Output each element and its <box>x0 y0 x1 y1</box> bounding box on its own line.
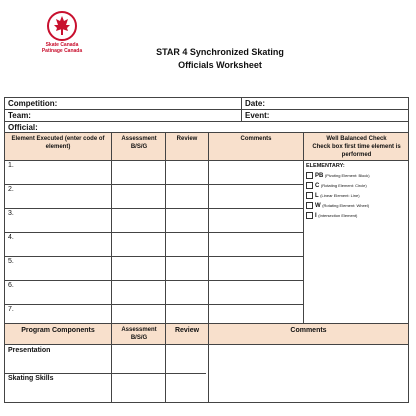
col-review-header: Review <box>176 136 198 142</box>
wb-item-c[interactable] <box>306 181 370 191</box>
wb-heading: ELEMENTARY: <box>306 163 345 169</box>
title-line-2: Officials Worksheet <box>178 60 262 70</box>
wb-desc: (Pivoting Element: Block) <box>324 173 370 178</box>
wb-checklist <box>306 161 370 221</box>
maple-leaf-icon <box>45 10 79 42</box>
element-row-2: 2. <box>8 186 14 193</box>
col-wb-header <box>305 135 408 159</box>
col-element-header: Element Executed (enter code of element) <box>11 136 105 150</box>
col-comments-header: Comments <box>240 136 272 142</box>
component-row-skating-skills: Skating Skills <box>8 375 54 382</box>
official-label: Official: <box>8 123 38 132</box>
checkbox-icon[interactable] <box>306 172 313 179</box>
wb-desc: (Rotating Element: Wheel) <box>322 203 370 208</box>
element-row-1: 1. <box>8 162 14 169</box>
logo-text-1: Skate Canada <box>45 42 79 48</box>
wb-item-w[interactable] <box>306 201 370 211</box>
element-row-6: 6. <box>8 282 14 289</box>
wb-desc: (Linear Element: Line) <box>320 193 360 198</box>
checkbox-icon[interactable] <box>306 212 313 219</box>
wb-desc: (Intersection Element) <box>318 213 358 218</box>
element-row-3: 3. <box>8 210 14 217</box>
date-label: Date: <box>245 99 266 108</box>
wb-header-line2: Check box first time element is performed <box>312 144 401 158</box>
wb-code: PB <box>315 173 324 179</box>
wb-header-line1: Well Balanced Check <box>326 136 387 142</box>
col-program-header: Program Components <box>21 327 95 334</box>
wb-code: C <box>315 183 320 189</box>
pc-comments-header: Comments <box>290 327 327 334</box>
pc-review-header: Review <box>174 327 200 334</box>
skate-canada-logo <box>26 10 98 54</box>
page-title <box>120 46 320 72</box>
checkbox-icon[interactable] <box>306 182 313 189</box>
pc-assessment-header: Assessment B/S/G <box>121 327 157 341</box>
checkbox-icon[interactable] <box>306 192 313 199</box>
component-row-presentation: Presentation <box>8 347 51 354</box>
title-line-1: STAR 4 Synchronized Skating <box>156 47 284 57</box>
element-row-4: 4. <box>8 234 14 241</box>
wb-code: L <box>315 193 319 199</box>
element-row-5: 5. <box>8 258 14 265</box>
worksheet-table <box>4 97 409 403</box>
team-label: Team: <box>8 111 31 120</box>
wb-item-l[interactable] <box>306 191 370 201</box>
col-assessment-header: Assessment B/S/G <box>121 136 157 150</box>
wb-item-i[interactable] <box>306 211 370 221</box>
wb-item-pb[interactable] <box>306 171 370 181</box>
checkbox-icon[interactable] <box>306 202 313 209</box>
event-label: Event: <box>245 111 270 120</box>
competition-label: Competition: <box>8 99 58 108</box>
logo-text-2: Patinage Canada <box>41 48 83 54</box>
element-row-7: 7. <box>8 306 14 313</box>
wb-code: W <box>315 203 321 209</box>
wb-desc: (Rotating Element: Circle) <box>320 183 367 188</box>
wb-code: I <box>315 213 317 219</box>
